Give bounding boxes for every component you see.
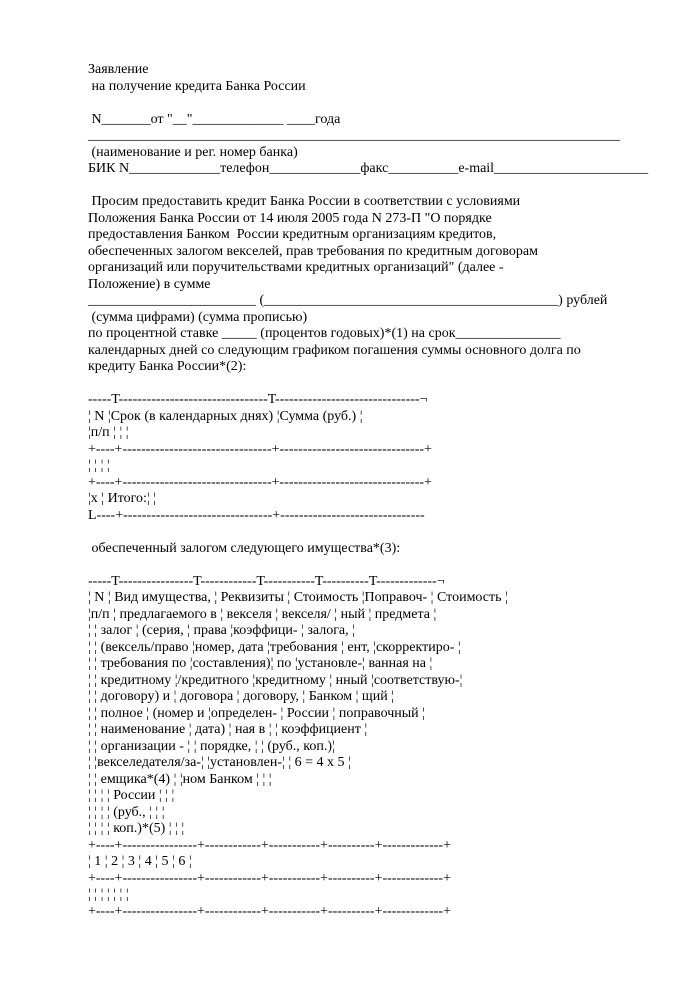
text-line: ¦ ¦ (вексель/право ¦номер, дата ¦требования ¦ ент, ¦скорректиро- ¦ bbox=[88, 639, 461, 655]
text-line bbox=[88, 376, 693, 393]
text-line: (наименование и рег. номер банка) bbox=[88, 144, 298, 160]
text-line bbox=[88, 524, 693, 541]
text-line: +----+----------------+------------+-----------+----------+-------------+ bbox=[88, 903, 451, 919]
text-line: ¦п/п ¦ ¦ ¦ bbox=[88, 425, 129, 440]
text-line: ¦ ¦ емщика*(4) ¦ ¦ном Банком ¦ ¦ ¦ bbox=[88, 771, 272, 787]
text-line: ¦ ¦ организации - ¦ ¦ порядке, ¦ ¦ (руб., коп.)¦ bbox=[88, 738, 335, 754]
text-line: ¦ ¦ ¦ ¦ (руб., ¦ ¦ ¦ bbox=[88, 804, 165, 820]
text-line: Положения Банка России от 14 июля 2005 года N 273-П "О порядке bbox=[88, 210, 492, 226]
text-line: -----T--------------------------------T-------------------------------¬ bbox=[88, 392, 428, 407]
text-line: L----+--------------------------------+------------------------------- bbox=[88, 507, 425, 523]
text-line: +----+----------------+------------+-----------+----------+-------------+ bbox=[88, 870, 451, 886]
text-line: ¦ N ¦ Вид имущества, ¦ Реквизиты ¦ Стоимость ¦Поправоч- ¦ Стоимость ¦ bbox=[88, 590, 508, 605]
text-line: на получение кредита Банка России bbox=[88, 78, 306, 94]
text-line: ____________________________________________________________________________ bbox=[88, 128, 620, 143]
text-line: +----+--------------------------------+-------------------------------+ bbox=[88, 474, 432, 490]
text-line: ¦ ¦ ¦ ¦ bbox=[88, 458, 110, 473]
text-line: Просим предоставить кредит Банка России в соответствии с условиями bbox=[88, 194, 521, 209]
text-line bbox=[88, 95, 693, 112]
text-line: организаций или поручительствами кредитных организаций" (далее - bbox=[88, 260, 504, 275]
text-line: ¦ ¦ кредитному ¦/кредитного ¦кредитному ¦ нный ¦соответствую-¦ bbox=[88, 672, 463, 688]
text-line: ¦ ¦ наименование ¦ дата) ¦ ная в ¦ ¦ коэффициент ¦ bbox=[88, 722, 368, 737]
text-line: N_______от "__"_____________ ____года bbox=[88, 111, 341, 127]
text-line: ¦п/п ¦ предлагаемого в ¦ векселя ¦ векселя/ ¦ ный ¦ предмета ¦ bbox=[88, 606, 437, 622]
text-line: +----+----------------+------------+-----------+----------+-------------+ bbox=[88, 837, 451, 853]
text-line: Положение) в сумме bbox=[88, 276, 211, 292]
text-line: (сумма цифрами) (сумма прописью) bbox=[88, 309, 308, 325]
text-line: обеспеченный залогом следующего имущества*(3): bbox=[88, 540, 401, 556]
text-line: ¦ ¦векселедателя/за-¦ ¦установлен-¦ ¦ 6 = 4 х 5 ¦ bbox=[88, 755, 351, 770]
text-line: по процентной ставке _____ (процентов годовых)*(1) на срок_______________ bbox=[88, 326, 561, 341]
text-line: ¦ ¦ залог ¦ (серия, ¦ права ¦коэффици- ¦ залога, ¦ bbox=[88, 623, 355, 638]
text-line: ¦ N ¦Срок (в календарных днях) ¦Сумма (руб.) ¦ bbox=[88, 408, 363, 424]
text-line: +----+--------------------------------+-------------------------------+ bbox=[88, 441, 432, 457]
text-line: -----T----------------T------------T-----------T----------T-------------¬ bbox=[88, 573, 445, 589]
text-line bbox=[88, 557, 693, 574]
text-line bbox=[88, 178, 693, 195]
text-line: ¦ ¦ ¦ ¦ коп.)*(5) ¦ ¦ ¦ bbox=[88, 821, 185, 836]
text-line: ¦ ¦ договору) и ¦ договора ¦ договору, ¦ Банком ¦ щий ¦ bbox=[88, 689, 395, 704]
text-line: ¦ ¦ требования по ¦составления)¦ по ¦установле-¦ ванная на ¦ bbox=[88, 656, 433, 671]
text-line: Заявление bbox=[88, 62, 149, 77]
credit-request-paragraph bbox=[88, 194, 693, 392]
text-line: предоставления Банком России кредитным организациям кредитов, bbox=[88, 227, 497, 242]
pledge-intro bbox=[88, 541, 693, 574]
text-line: обеспеченных залогом векселей, прав требования по кредитным договорам bbox=[88, 243, 538, 259]
text-line: ¦ ¦ ¦ ¦ России ¦ ¦ ¦ bbox=[88, 788, 175, 803]
document-content bbox=[88, 62, 693, 920]
text-line: ¦х ¦ Итого:¦ ¦ bbox=[88, 491, 157, 506]
text-line: ________________________ (__________________________________________) рублей bbox=[88, 293, 608, 308]
text-line: кредиту Банка России*(2): bbox=[88, 359, 247, 374]
bank-info-block bbox=[88, 128, 693, 194]
text-line: календарных дней со следующим графиком погашения суммы основного долга по bbox=[88, 342, 581, 358]
text-line: ¦ 1 ¦ 2 ¦ 3 ¦ 4 ¦ 5 ¦ 6 ¦ bbox=[88, 854, 192, 869]
text-line: ¦ ¦ ¦ ¦ ¦ ¦ ¦ bbox=[88, 887, 129, 902]
pledge-property-table bbox=[88, 574, 693, 921]
document-title bbox=[88, 62, 693, 112]
text-line: ¦ ¦ полное ¦ (номер и ¦определен- ¦ России ¦ поправочный ¦ bbox=[88, 705, 425, 721]
application-number-line bbox=[88, 112, 693, 129]
text-line: БИК N_____________телефон_____________факс__________e-mail______________________ bbox=[88, 161, 649, 176]
repayment-schedule-table bbox=[88, 392, 693, 541]
